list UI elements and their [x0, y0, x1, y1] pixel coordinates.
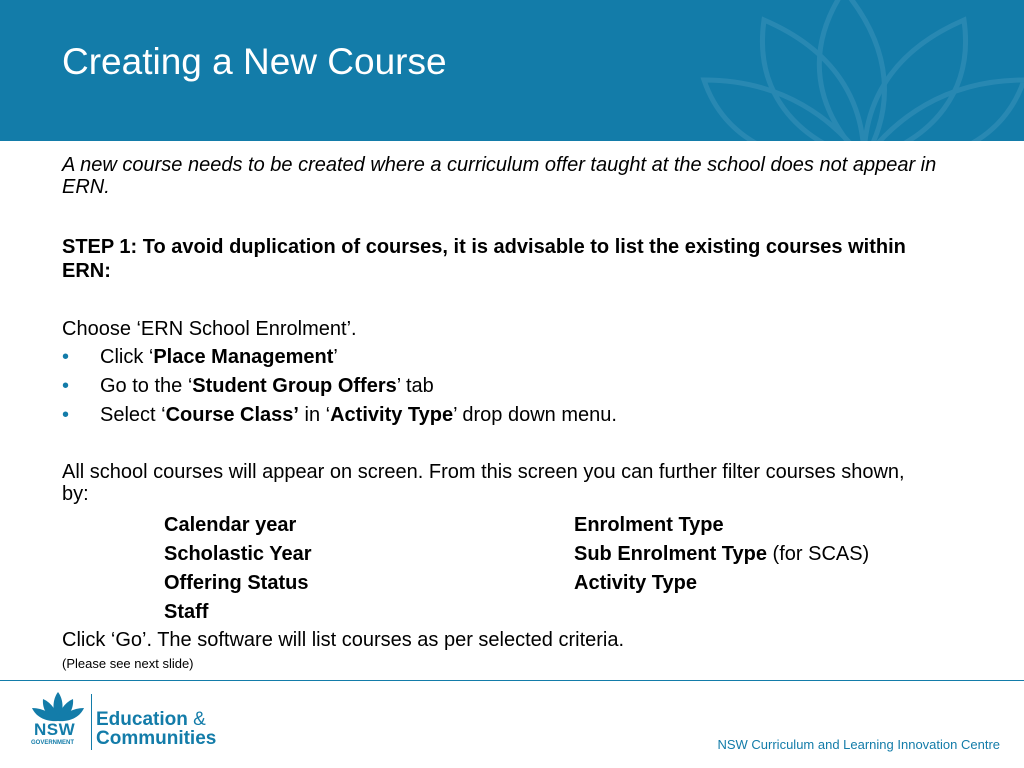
filter-item: Scholastic Year	[164, 543, 312, 565]
filter-item: Sub Enrolment Type	[574, 543, 767, 565]
filter-list	[164, 513, 944, 629]
bullet-text-post: ’ drop down menu.	[453, 404, 617, 426]
filter-item-with-note	[574, 542, 869, 566]
filter-item: Staff	[164, 601, 209, 623]
logo-divider	[91, 694, 92, 750]
bullet-text-pre: Go to the ‘	[100, 375, 193, 397]
bullet-text-bold: Course Class’	[165, 404, 299, 426]
bullet-text-mid: in ‘	[298, 404, 331, 426]
bullet-icon: •	[62, 375, 70, 397]
filter-item: Offering Status	[164, 572, 309, 594]
list-item	[62, 345, 617, 374]
filter-row	[164, 513, 944, 542]
filter-row	[164, 600, 944, 629]
list-item	[62, 374, 617, 403]
slide-header	[0, 0, 1024, 141]
all-courses-text: All school courses will appear on screen. From this screen you can further filter courses shown, by:	[62, 461, 905, 505]
step-heading: STEP 1: To avoid duplication of courses, it is advisable to list the existing courses within ERN:	[62, 236, 906, 282]
filter-note: (for SCAS)	[766, 543, 870, 565]
bullet-text-pre: Click ‘	[100, 346, 154, 368]
logo-education-text: Education	[96, 709, 188, 730]
intro-text: A new course needs to be created where a curriculum offer taught at the school does not appear in ERN.	[62, 154, 937, 198]
bullet-text-bold: Place Management	[153, 346, 334, 368]
waratah-logo-icon	[28, 690, 88, 722]
bullet-text-bold-2: Activity Type	[330, 404, 454, 426]
logo-communities-text: Communities	[96, 728, 217, 749]
nsw-education-logo	[28, 690, 238, 752]
page-title: Creating a New Course	[62, 41, 447, 82]
filter-item: Enrolment Type	[574, 514, 724, 536]
logo-amp-text: &	[193, 709, 206, 730]
list-item	[62, 403, 617, 432]
bullet-text-post: ’ tab	[396, 375, 434, 397]
footer-divider	[0, 680, 1024, 681]
choose-text: Choose ‘ERN School Enrolment’.	[62, 318, 357, 340]
bullet-icon: •	[62, 404, 70, 426]
filter-item: Calendar year	[164, 514, 297, 536]
logo-government-text: GOVERNMENT	[31, 740, 75, 746]
go-text: Click ‘Go’. The software will list courses as per selected criteria.	[62, 629, 625, 651]
bullet-text-pre: Select ‘	[100, 404, 166, 426]
waratah-icon	[694, 0, 1024, 141]
bullet-text-post: ’	[333, 346, 338, 368]
filter-item: Activity Type	[574, 572, 697, 594]
bullet-icon: •	[62, 346, 70, 368]
footer-centre-text: NSW Curriculum and Learning Innovation Centre	[717, 737, 1000, 752]
logo-name	[96, 710, 216, 748]
bullet-list	[62, 345, 617, 432]
note-text: (Please see next slide)	[62, 656, 194, 671]
filter-row	[164, 542, 944, 571]
filter-row	[164, 571, 944, 600]
logo-nsw-text: NSW	[34, 720, 76, 739]
bullet-text-bold: Student Group Offers	[192, 375, 397, 397]
